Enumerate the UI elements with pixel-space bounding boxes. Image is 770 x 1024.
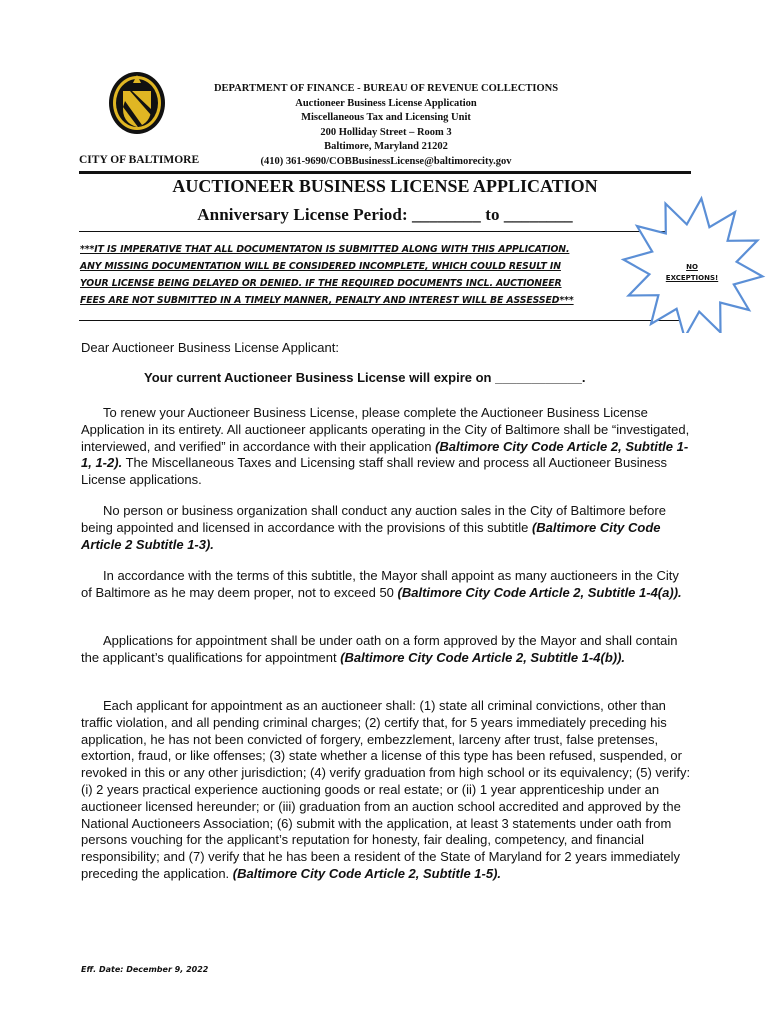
header-divider [79, 171, 691, 174]
page-title: AUCTIONEER BUSINESS LICENSE APPLICATION [172, 176, 598, 196]
greeting: Dear Auctioneer Business License Applicant: [81, 340, 339, 355]
badge-line: EXCEPTIONS! [665, 274, 719, 282]
paragraph: To renew your Auctioneer Business License, please complete the Auctioneer Business License Application in its entirety. All auctioneer applicants operating in the City of Baltimore shall be “investigated, interviewed, and verified” in accordance with their application (Baltimore City Code Article 2, Subtitle 1-1, 1-2). The Miscellaneous Taxes and Licensing staff shall review and process all Auctioneer Business License applications. [81, 405, 690, 488]
no-exceptions-badge [652, 262, 732, 284]
dept-line: 200 Holliday Street – Room 3 [320, 126, 452, 138]
effective-date: Eff. Date: December 9, 2022 [81, 965, 209, 974]
warning-line: YOUR LICENSE BEING DELAYED OR DENIED. IF THE REQUIRED DOCUMENTS INCL. AUCTIONEER [80, 278, 562, 289]
warning-line: FEES ARE NOT SUBMITTED IN A TIMELY MANNER, PENALTY AND INTEREST WILL BE ASSESSED*** [80, 295, 574, 306]
city-seal-icon [108, 71, 166, 135]
paragraph: In accordance with the terms of this subtitle, the Mayor shall appoint as many auctioneers in the City of Baltimore as he may deem proper, not to exceed 50 (Baltimore City Code Article 2, Subtitle 1-4(a)). [81, 568, 682, 600]
starburst-icon [618, 183, 768, 333]
dept-line: Miscellaneous Tax and Licensing Unit [301, 112, 471, 123]
paragraph: Each applicant for appointment as an auctioneer shall: (1) state all criminal convictions, other than traffic violation, and all pending criminal charges; (2) certify that, for 5 years immediately preceding his application, he has not been convicted of forgery, embezzlement, larceny after trust, false pretenses, extortion, fraud, or like offenses; (3) state whether a license of this type has been refused, suspended, or revoked in this or any other jurisdiction; (4) verify graduation from high school or its equivalency; (5) verify: (i) 2 years practical experience auctioning goods or real estate; or (ii) 1 year apprenticeship under an auctioneer licensed hereunder; or (iii) graduation from an auction school accredited and approved by the National Auctioneers Association; (6) submit with the application, at least 3 statements under oath from persons vouching for the applicant’s reputation for honesty, fair dealing, competency, and financial responsibility; and (7) verify that he has been a resident of the State of Maryland for 2 years immediately preceding the application. (Baltimore City Code Article 2, Subtitle 1-5). [81, 698, 691, 881]
documentation-warning [80, 241, 620, 309]
warning-line: ANY MISSING DOCUMENTATION WILL BE CONSIDERED INCOMPLETE, WHICH COULD RESULT IN [80, 261, 561, 272]
warning-line: ***IT IS IMPERATIVE THAT ALL DOCUMENTATON IS SUBMITTED ALONG WITH THIS APPLICATION. [80, 244, 570, 255]
paragraph: Applications for appointment shall be under oath on a form approved by the Mayor and shall contain the applicant’s qualifications for appointment (Baltimore City Code Article 2, Subtitle 1-4(b)). [81, 633, 678, 665]
expiration-notice: Your current Auctioneer Business License will expire on ____________. [144, 370, 586, 385]
paragraph: No person or business organization shall conduct any auction sales in the City of Baltimore before being appointed and licensed in accordance with the provisions of this subtitle (Baltimore City Code Article 2 Subtitle 1-3). [81, 503, 666, 552]
badge-line: NO [686, 263, 698, 271]
dept-line: DEPARTMENT OF FINANCE - BUREAU OF REVENUE COLLECTIONS [213, 83, 559, 94]
dept-line: Auctioneer Business License Application [295, 97, 477, 109]
department-header [186, 82, 586, 169]
city-name: CITY OF BALTIMORE [79, 154, 200, 166]
divider [79, 231, 691, 232]
dept-line: (410) 361-9690/COBBusinessLicense@baltimorecity.gov [260, 155, 512, 167]
license-period: Anniversary License Period: ________ to ________ [197, 205, 573, 224]
dept-line: Baltimore, Maryland 21202 [324, 141, 448, 152]
divider [79, 320, 691, 321]
